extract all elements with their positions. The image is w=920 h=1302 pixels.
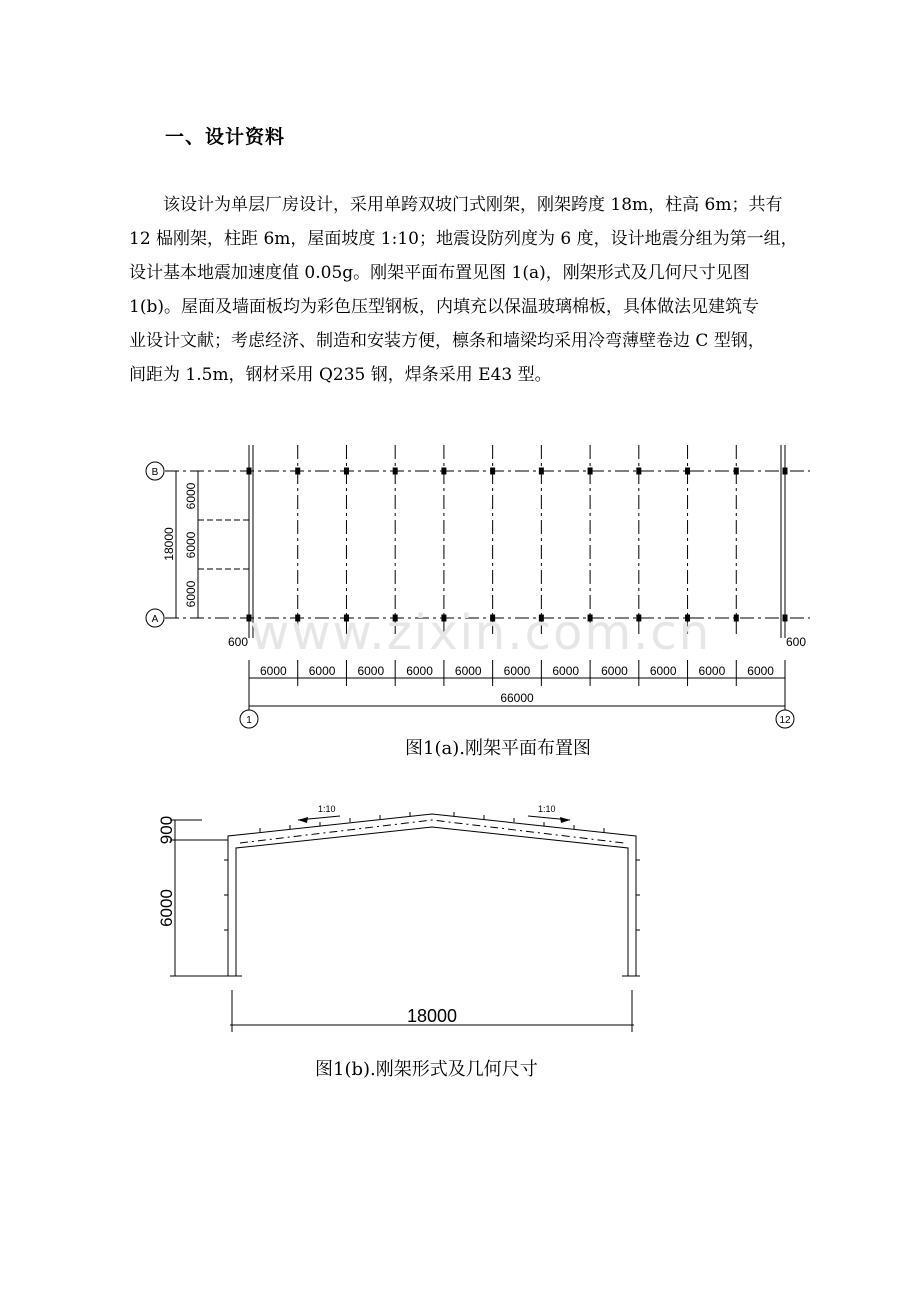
figure-a-caption: 图1(a).刚架平面布置图 (405, 738, 591, 759)
bay-dim-label-8: 6000 (601, 664, 628, 678)
column-mark-b-3 (344, 468, 348, 474)
figure-b-caption: 图1(b).刚架形式及几何尺寸 (315, 1059, 538, 1080)
column-mark-b-11 (734, 468, 738, 474)
column-height-dim: 6000 (157, 889, 176, 927)
column-mark-b-12 (783, 468, 787, 474)
column-mark-b-2 (296, 468, 300, 474)
slope-arrow-left-head (298, 817, 308, 823)
axis-label-b: B (151, 467, 159, 478)
bay-dim-label-2: 6000 (308, 664, 336, 678)
axis-label-1: 1 (246, 715, 252, 726)
slope-label-right: 1:10 (538, 804, 556, 814)
sub-height-dim-3: 6000 (184, 580, 198, 608)
edge-offset-right: 600 (786, 635, 807, 649)
paragraph-line-1: 该设计为单层厂房设计，采用单跨双坡门式刚架，刚架跨度 18m，柱高 6m；共有 (163, 195, 783, 215)
column-mark-b-4 (393, 468, 397, 474)
paragraph-line-4: 1(b)。屋面及墙面板均为彩色压型钢板，内填充以保温玻璃棉板，具体做法见建筑专 (129, 297, 759, 317)
edge-offset-left: 600 (228, 635, 249, 649)
bay-dim-label-1: 6000 (260, 664, 287, 678)
bay-dim-label-7: 6000 (552, 664, 580, 678)
frame-elevation-drawing (150, 800, 670, 1040)
bay-dim-label-10: 6000 (698, 664, 726, 678)
column-mark-b-5 (442, 468, 446, 474)
bay-dim-label-3: 6000 (357, 664, 385, 678)
column-mark-b-7 (539, 468, 543, 474)
total-height-dim: 18000 (162, 527, 176, 561)
slope-arrow-right-head (560, 817, 570, 823)
axis-label-a: A (151, 614, 159, 625)
paragraph-line-6: 间距为 1.5m，钢材采用 Q235 钢，焊条采用 E43 型。 (129, 365, 552, 385)
watermark: www.zixin.com.cn (250, 605, 712, 661)
total-length-dim: 66000 (500, 691, 534, 705)
bay-dimension-labels (260, 664, 774, 678)
bay-dim-label-5: 6000 (454, 664, 482, 678)
column-mark-b-6 (491, 468, 495, 474)
bay-dim-label-6: 6000 (503, 664, 531, 678)
span-dim: 18000 (406, 1006, 458, 1026)
column-mark-a-11 (734, 615, 738, 621)
bay-dim-label-9: 6000 (649, 664, 677, 678)
column-mark-a-12 (783, 615, 787, 621)
sub-height-dim-1: 6000 (184, 482, 198, 510)
axis-label-12: 12 (779, 715, 791, 726)
slope-label-left: 1:10 (318, 804, 336, 814)
bay-dim-label-4: 6000 (406, 664, 433, 678)
paragraph-line-5: 业设计文献；考虑经济、制造和安装方便，檩条和墙梁均采用冷弯薄壁卷边 C 型钢， (129, 331, 765, 351)
frame-plan-layout-drawing (140, 440, 820, 740)
paragraph-line-2: 12 榀刚架，柱距 6m，屋面坡度 1:10；地震设防列度为 6 度，设计地震分组为第一组， (129, 229, 798, 249)
frame-outline (170, 812, 640, 1032)
column-mark-b-8 (588, 468, 592, 474)
column-mark-b-10 (686, 468, 690, 474)
column-mark-b-1 (247, 468, 251, 474)
sub-height-dim-2: 6000 (184, 531, 198, 559)
section-title: 一、设计资料 (165, 126, 286, 148)
paragraph-line-3: 设计基本地震加速度值 0.05g。刚架平面布置见图 1(a)，刚架形式及几何尺寸见图 (129, 263, 750, 283)
bay-dim-label-11: 6000 (747, 664, 774, 678)
roof-rise-dim: 900 (157, 815, 176, 845)
column-mark-b-9 (637, 468, 641, 474)
design-data-paragraph (129, 188, 813, 392)
